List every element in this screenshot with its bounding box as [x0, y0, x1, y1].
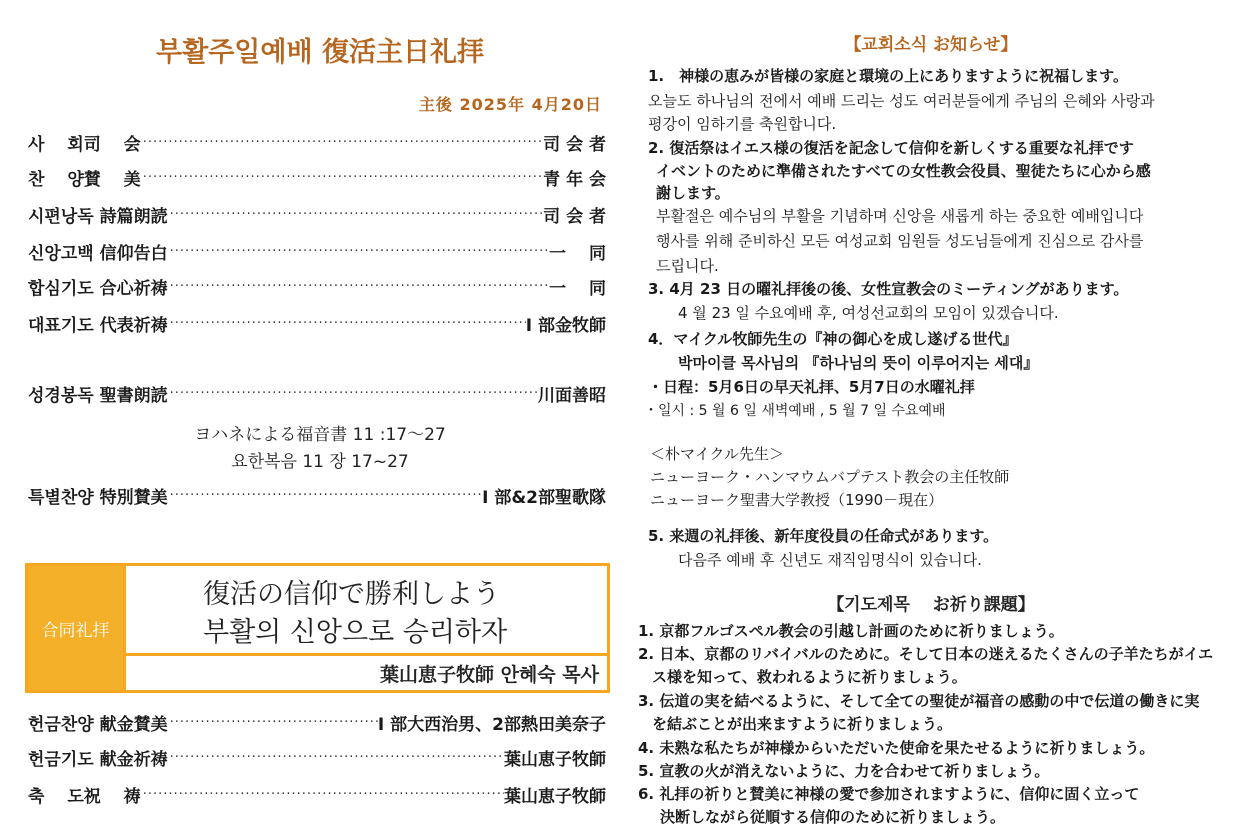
sermon-pastor: 葉山恵子牧師 안혜숙 목사	[379, 664, 599, 686]
announcements-panel	[620, 0, 1242, 837]
news-line: ニューヨーク聖書大学教授（1990－現在）	[650, 491, 944, 509]
news-line: 오늘도 하나님의 전에서 예배 드리는 성도 여러분들에게 주님의 은혜와 사랑과	[648, 92, 1155, 110]
prayer-line: 2. 日本、京都のリバイバルのために。そして日本の迷えるたくさんの子羊たちがイエ	[638, 645, 1214, 663]
news-line: 2. 復活祭はイエス様の復活を記念して信仰を新しくする重要な礼拝です	[648, 139, 1134, 157]
prayer-line: 5. 宣教の火が消えないように、力を合わせて祈りましょう。	[638, 762, 1050, 780]
prayer-line: 4. 未熟な私たちが神様からいただいた使命を果たせるように祈りましょう。	[638, 739, 1155, 757]
news-line: 다음주 예배 후 신년도 재직임명식이 있습니다.	[678, 551, 982, 569]
news-line: 5. 来週の礼拝後、新年度役員の任命式があります。	[648, 527, 999, 545]
order-row-psalm: 시편낭독 詩篇朗読 ····· 司 会 者	[28, 202, 606, 226]
prayer-line: 3. 伝道の実を結べるように、そして全ての聖徒が福音の感動の中で伝道の働きに実	[638, 692, 1200, 710]
prayer-line: 決断しながら従順する信仰のために祈りましょう。	[660, 808, 1006, 826]
news-heading: 【교회소식 お知らせ】	[844, 35, 1018, 55]
scripture-jp: ヨハネによる福音書 11 :17～27	[194, 425, 446, 445]
sermon-banner	[25, 563, 610, 693]
news-line: 4．マイクル牧師先生の『神の御心を成し遂げる世代』	[648, 330, 1018, 348]
scripture-kr: 요한복음 11 장 17~27	[231, 452, 409, 472]
news-line: ニューヨーク・ハンマウムバプテスト教会の主任牧師	[650, 468, 1010, 486]
news-line: ・일시 : 5 월 6 일 새벽예배 , 5 월 7 일 수요예배	[644, 403, 946, 419]
order-row-offering-praise: 헌금찬양 献金賛美 ····· I 部大西治男、2部熱田美奈子	[28, 710, 606, 734]
news-line: 3. 4月 23 日の曜礼拝後の後、女性宣教会のミーティングがあります。	[648, 280, 1129, 298]
news-line: 행사를 위해 준비하신 모든 여성교회 임원들 성도님들에게 진심으로 감사를	[656, 232, 1144, 250]
news-line: 4 월 23 일 수요예배 후, 여성선교회의 모임이 있겠습니다.	[678, 304, 1059, 322]
sermon-title-jp: 復活の信仰で勝利しよう	[203, 579, 500, 610]
news-line: 1. 神様の恵みが皆様の家庭と環境の上にありますように祝福します。	[648, 67, 1128, 85]
order-row-representative-prayer: 대표기도 代表祈祷 ····· I 部金牧師	[28, 311, 606, 335]
news-line: 드립니다.	[656, 257, 719, 275]
news-line: 謝します。	[656, 184, 730, 202]
order-row-unison-prayer: 합심기도 合心祈祷 ····· 一 同	[28, 274, 606, 298]
prayer-line: ス様を知って、救われるように祈りましょう。	[652, 668, 967, 686]
order-row-scripture-reading: 성경봉독 聖書朗読 ····· 川面善昭	[28, 381, 606, 405]
prayer-heading: 【기도제목 お祈り課題】	[827, 595, 1035, 615]
sermon-title-kr: 부활의 신앙으로 승리하자	[203, 617, 508, 648]
news-line: 박마이클 목사님의 『하나님의 뜻이 이루어지는 세대』	[678, 354, 1039, 372]
news-line: ＜朴マイクル先生＞	[650, 445, 784, 463]
order-row-creed: 신앙고백 信仰告白 ····· 一 同	[28, 239, 606, 263]
order-row-presider: 사 회司 会 ····· 司 会 者	[28, 130, 606, 154]
order-row-benediction: 축 도祝 祷 ····· 葉山恵子牧師	[28, 782, 606, 806]
service-date: 主後 2025年 4月20日	[418, 95, 602, 114]
worship-order-panel	[0, 0, 620, 837]
news-line: ・日程：5月6日の早天礼拝、5月7日の水曜礼拝	[648, 378, 975, 396]
news-line: 평강이 임하기를 축원합니다.	[648, 115, 837, 133]
order-row-special-praise: 특별찬양 特別賛美 ····· I 部&2部聖歌隊	[28, 483, 606, 507]
sermon-tag: 合同礼拝	[28, 566, 123, 690]
news-line: イベントのために準備されたすべての女性教会役員、聖徒たちに心から感	[656, 162, 1151, 180]
prayer-line: 6. 礼拝の祈りと賛美に神様の愛で参加されますように、信仰に固く立って	[638, 785, 1140, 803]
order-row-praise: 찬 양賛 美 ····· 青 年 会	[28, 165, 606, 189]
prayer-line: 1. 京都フルゴスペル教会の引越し計画のために祈りましょう。	[638, 622, 1064, 640]
prayer-line: を結ぶことが出来ますように祈りましょう。	[652, 715, 953, 733]
page-title: 부활주일예배 復活主日礼拝	[156, 37, 484, 68]
news-line: 부활절은 예수님의 부활을 기념하며 신앙을 새롭게 하는 중요한 예배입니다	[656, 207, 1144, 225]
order-row-offering-prayer: 헌금기도 献金祈祷 ····· 葉山恵子牧師	[28, 745, 606, 769]
